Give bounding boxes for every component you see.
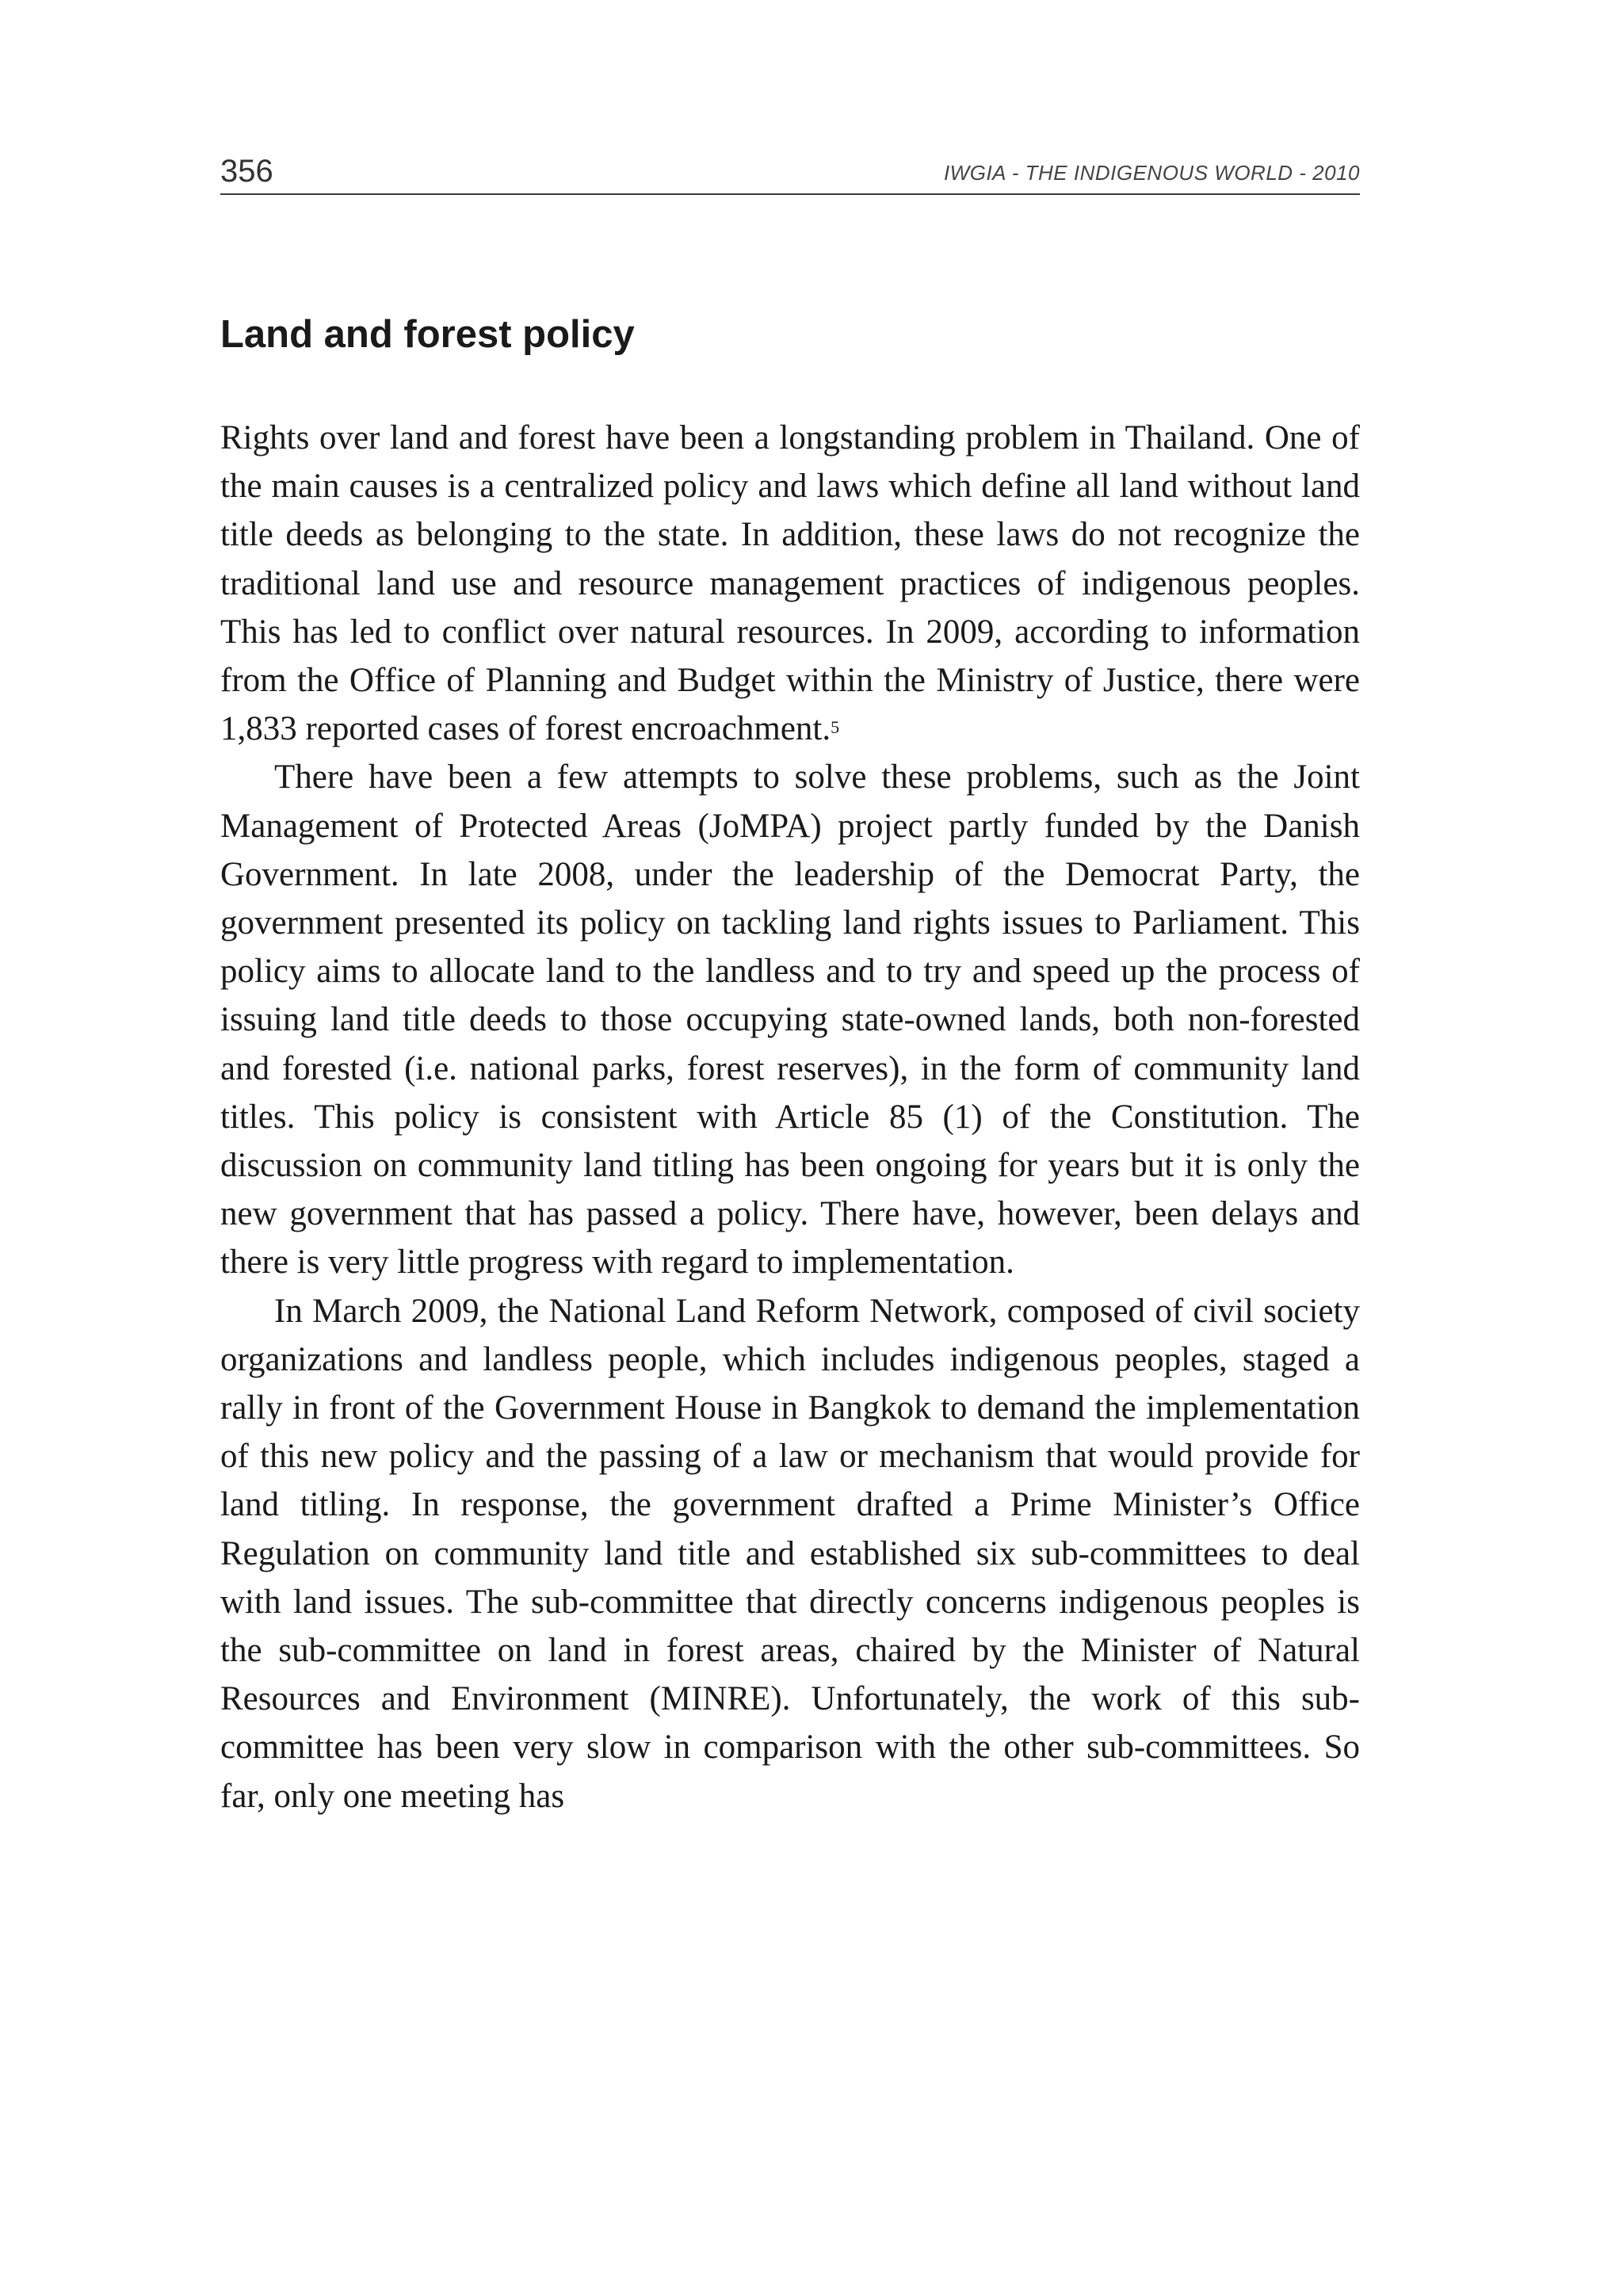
document-page bbox=[220, 0, 1360, 2296]
body-text bbox=[220, 414, 1360, 1820]
paragraph-1 bbox=[220, 414, 1360, 753]
footnote-marker[interactable]: 5 bbox=[831, 717, 840, 738]
paragraph-2: There have been a few attempts to solve these problems, such as the Joint Management of Protected Areas (JoMPA) project partly funded by the Danish Government. In late 2008, under the leadership of the Democrat Party, the government presented its policy on tackling land rights issues to Parliament. This policy aims to allocate land to the landless and to try and speed up the process of issuing land title deeds to those occupying state-owned lands, both non-forested and forested (i.e. national parks, forest reserves), in the form of community land titles. This policy is consistent with Article 85 (1) of the Constitution. The discussion on community land titling has been ongoing for years but it is only the new government that has passed a policy. There have, however, been delays and there is very little progress with regard to implementation. bbox=[220, 758, 1360, 1282]
section-heading: Land and forest policy bbox=[220, 313, 635, 356]
paragraph-1-text: Rights over land and forest have been a longstanding problem in Thailand. One of the main causes is a centralized policy and laws which define all land without land title deeds as belonging to the state. In addition, these laws do not recognize the traditional land use and resource management practices of indigenous peoples. This has led to conflict over natural resources. In 2009, according to information from the Office of Planning and Budget within the Ministry of Justice, there were 1,833 reported cases of forest encroachment. bbox=[220, 419, 1360, 748]
page-number: 356 bbox=[220, 154, 273, 189]
running-title: IWGIA - THE INDIGENOUS WORLD - 2010 bbox=[943, 161, 1360, 185]
running-header bbox=[220, 152, 1360, 195]
paragraph-3: In March 2009, the National Land Reform Network, composed of civil society organizations and landless people, which includes indigenous peoples, staged a rally in front of the Government House in Bangkok to demand the implementation of this new policy and the passing of a law or mechanism that would provide for land titling. In response, the government drafted a Prime Minister’s Office Regulation on community land title and established six sub-committees to deal with land issues. The sub-committee that directly concerns indigenous peoples is the sub-committee on land in forest areas, chaired by the Minister of Natural Resources and Environment (MINRE). Unfortunately, the work of this sub-committee has been very slow in comparison with the other sub-committees. So far, only one meeting has bbox=[220, 1292, 1360, 1815]
